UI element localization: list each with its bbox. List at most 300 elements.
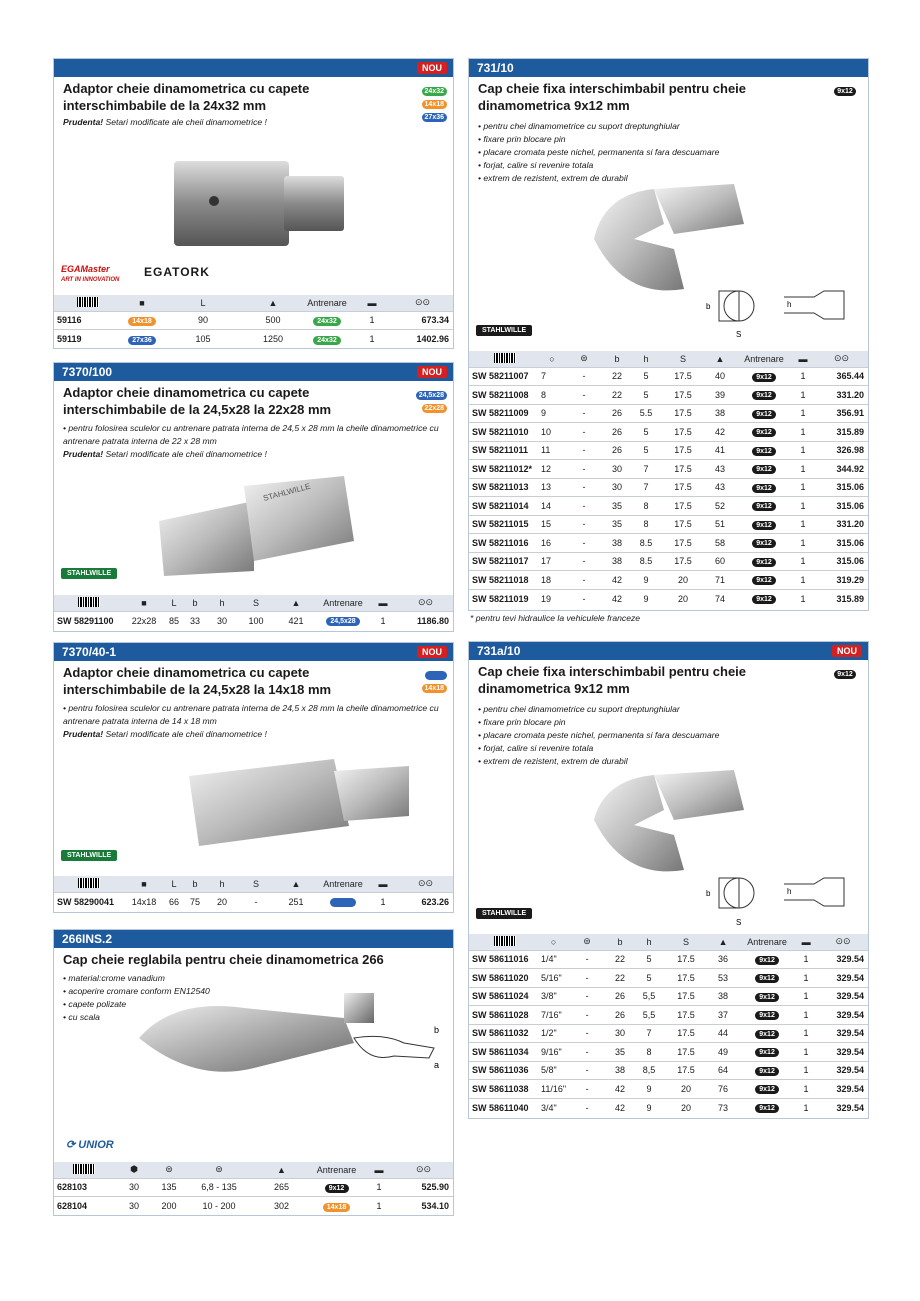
- table-cell: -: [563, 552, 605, 571]
- table-cell: 5: [629, 386, 663, 405]
- table-cell: 9x12: [737, 515, 791, 534]
- table-cell: -: [566, 1043, 608, 1062]
- product-table: [54, 595, 453, 630]
- product-title: Adaptor cheie dinamometrica cu capete interschimbabile de la 24x32 mm: [63, 81, 310, 113]
- table-cell: -: [563, 571, 605, 590]
- egatork-logo: EGATORK: [144, 265, 210, 279]
- table-cell: 5/8": [541, 1061, 566, 1080]
- card-header: 731a/10 NOU: [469, 642, 868, 660]
- table-cell: 19: [541, 589, 563, 608]
- table-cell: 71: [703, 571, 737, 590]
- table-row: SW 58291100 22x28 85 33 30 100 421 24,5x28 1 1186.80: [54, 611, 453, 630]
- col-header: Antrenare: [309, 1162, 364, 1178]
- table-cell: 40: [703, 367, 737, 386]
- table-cell: 39: [703, 386, 737, 405]
- pack-icon: ▬: [368, 876, 398, 892]
- table-cell: 13: [541, 478, 563, 497]
- table-cell: 1: [791, 460, 815, 479]
- table-cell: -: [563, 367, 605, 386]
- table-cell: 22: [605, 386, 629, 405]
- table-cell: 9x12: [740, 969, 794, 988]
- table-cell: 8: [629, 515, 663, 534]
- adaptor-image: [154, 471, 364, 581]
- ring-icon: ○: [541, 351, 563, 367]
- table-cell: 3/8": [541, 987, 566, 1006]
- table-cell: SW 58611028: [469, 1006, 541, 1025]
- product-card-731-10: [468, 58, 869, 611]
- table-cell: 9x12: [740, 1080, 794, 1099]
- table-cell: SW 58611036: [469, 1061, 541, 1080]
- table-cell: 22: [608, 950, 632, 969]
- table-cell: 43: [703, 478, 737, 497]
- price-icon: ⊙⊙: [815, 351, 868, 367]
- pack-icon: ▬: [364, 1162, 394, 1178]
- stahlwille-logo: STAHLWILLE: [476, 324, 532, 334]
- svg-text:h: h: [787, 300, 792, 309]
- table-cell: SW 58211008: [469, 386, 541, 405]
- table-cell: 17.5: [666, 1024, 706, 1043]
- weight-icon: ▲: [274, 876, 318, 892]
- weight-icon: ▲: [706, 934, 740, 950]
- table-cell: 329.54: [818, 1043, 868, 1062]
- table-row: [469, 1043, 868, 1062]
- product-title: Cap cheie fixa interschimbabil pentru cheie dinamometrica 9x12 mm: [478, 664, 747, 696]
- square-drive-icon: ■: [124, 595, 164, 611]
- price-icon: ⊙⊙: [398, 595, 453, 611]
- table-cell: 1: [791, 441, 815, 460]
- table-row: [469, 552, 868, 571]
- adaptor-image: [169, 151, 349, 251]
- table-cell: 5: [629, 441, 663, 460]
- col-header: S: [238, 595, 274, 611]
- table-cell: 64: [706, 1061, 740, 1080]
- table-cell: 43: [703, 460, 737, 479]
- table-cell: 1: [794, 969, 818, 988]
- table-cell: 9x12: [740, 1043, 794, 1062]
- product-description: • pentru folosirea sculelor cu antrenare patrata interna de 24,5 x 28 mm la cheile dinamometrice cu antrenare patrata interna de 22 x 28 mm: [63, 423, 439, 446]
- table-cell: 5,5: [632, 1006, 666, 1025]
- table-cell: 35: [608, 1043, 632, 1062]
- table-cell: 51: [703, 515, 737, 534]
- table-cell: 1: [791, 404, 815, 423]
- table-row: [469, 1098, 868, 1117]
- col-header: b: [184, 595, 206, 611]
- table-row: 59116 14x18 90 500 24x32 1 673.34: [54, 311, 453, 330]
- table-cell: 9: [541, 404, 563, 423]
- product-table: [54, 1162, 453, 1215]
- table-cell: 42: [608, 1098, 632, 1117]
- table-cell: 18: [541, 571, 563, 590]
- col-header: b: [605, 351, 629, 367]
- table-cell: 7: [629, 460, 663, 479]
- table-cell: 9x12: [737, 441, 791, 460]
- table-cell: 326.98: [815, 441, 868, 460]
- table-cell: 9x12: [740, 1098, 794, 1117]
- barcode-icon: [78, 597, 100, 607]
- table-cell: 9x12: [740, 1061, 794, 1080]
- col-header: b: [608, 934, 632, 950]
- table-cell: 5: [629, 367, 663, 386]
- table-cell: 9x12: [740, 950, 794, 969]
- table-cell: SW 58611020: [469, 969, 541, 988]
- barcode-icon: [494, 936, 516, 946]
- table-cell: 9x12: [737, 478, 791, 497]
- col-header: S: [663, 351, 703, 367]
- table-cell: -: [563, 441, 605, 460]
- product-description: • pentru chei dinamometrice cu suport dreptunghiular • fixare prin blocare pin • placare cromata peste nichel, permanenta si fara descuamare • forjat, calire si revenire totala • extrem de rezistent, extrem de durabil: [478, 121, 720, 183]
- table-cell: 10: [541, 423, 563, 442]
- warning-note: Prudenta! Setari modificate ale cheii dinamometrice !: [63, 729, 267, 739]
- col-header: h: [632, 934, 666, 950]
- table-cell: -: [563, 534, 605, 553]
- hex-icon: ⬢: [114, 1162, 154, 1178]
- weight-icon: ▲: [244, 295, 302, 311]
- table-cell: 12: [541, 460, 563, 479]
- svg-text:h: h: [787, 887, 792, 896]
- new-badge: NOU: [417, 646, 447, 658]
- table-cell: 8: [629, 497, 663, 516]
- col-header: Antrenare: [737, 351, 791, 367]
- col-header: h: [629, 351, 663, 367]
- table-row: [469, 460, 868, 479]
- table-cell: 315.89: [815, 589, 868, 608]
- table-cell: 17.5: [663, 386, 703, 405]
- table-cell: 1: [791, 552, 815, 571]
- table-cell: 22: [608, 969, 632, 988]
- opening-icon: ⊜: [566, 934, 608, 950]
- table-cell: SW 58211009: [469, 404, 541, 423]
- table-cell: 35: [605, 497, 629, 516]
- table-cell: 9x12: [737, 423, 791, 442]
- table-cell: 315.06: [815, 534, 868, 553]
- stahlwille-logo: STAHLWILLE: [61, 849, 117, 859]
- table-cell: 17: [541, 552, 563, 571]
- product-description: • pentru chei dinamometrice cu suport dreptunghiular • fixare prin blocare pin • placare cromata peste nichel, permanenta si fara descuamare • forjat, calire si revenire totala • extrem de rezistent, extrem de durabil: [478, 704, 720, 766]
- table-cell: 1: [794, 1043, 818, 1062]
- new-badge: NOU: [832, 645, 862, 657]
- weight-icon: ▲: [254, 1162, 309, 1178]
- table-cell: 329.54: [818, 1061, 868, 1080]
- table-cell: -: [563, 497, 605, 516]
- table-cell: 17.5: [663, 497, 703, 516]
- svg-text:a: a: [434, 1060, 440, 1070]
- table-cell: 42: [605, 571, 629, 590]
- adjustable-wrench-image: [134, 988, 454, 1088]
- stahlwille-logo: STAHLWILLE: [61, 567, 117, 577]
- table-cell: 44: [706, 1024, 740, 1043]
- price-icon: ⊙⊙: [818, 934, 868, 950]
- table-cell: 26: [605, 441, 629, 460]
- table-cell: 17.5: [663, 460, 703, 479]
- table-cell: 8.5: [629, 534, 663, 553]
- table-row: [469, 987, 868, 1006]
- table-cell: -: [566, 1080, 608, 1099]
- table-cell: 20: [663, 589, 703, 608]
- svg-text:b: b: [706, 302, 711, 311]
- table-cell: 17.5: [666, 1061, 706, 1080]
- table-row: 59119 27x36 105 1250 24x32 1 1402.96: [54, 330, 453, 349]
- table-cell: 9x12: [737, 386, 791, 405]
- table-cell: 38: [605, 552, 629, 571]
- price-icon: ⊙⊙: [392, 295, 453, 311]
- table-row: [469, 367, 868, 386]
- table-cell: 38: [608, 1061, 632, 1080]
- barcode-icon: [78, 878, 100, 888]
- table-row: [469, 1006, 868, 1025]
- table-cell: 1: [791, 478, 815, 497]
- table-cell: 17.5: [663, 423, 703, 442]
- footnote: * pentru tevi hidraulice la vehiculele franceze: [470, 613, 641, 623]
- table-cell: 9x12: [740, 987, 794, 1006]
- table-row: [469, 423, 868, 442]
- table-cell: 1/4": [541, 950, 566, 969]
- table-cell: 7: [629, 478, 663, 497]
- table-cell: SW 58611034: [469, 1043, 541, 1062]
- table-cell: SW 58611038: [469, 1080, 541, 1099]
- col-header: Antrenare: [302, 295, 352, 311]
- table-cell: 7: [632, 1024, 666, 1043]
- table-cell: 42: [605, 589, 629, 608]
- table-cell: 1: [794, 1006, 818, 1025]
- table-cell: 344.92: [815, 460, 868, 479]
- table-cell: -: [563, 478, 605, 497]
- table-cell: 5/16": [541, 969, 566, 988]
- size-badge: [425, 671, 447, 680]
- product-title: Cap cheie reglabila pentru cheie dinamometrica 266: [63, 952, 384, 967]
- table-cell: 8.5: [629, 552, 663, 571]
- table-cell: 1: [791, 589, 815, 608]
- table-cell: 9x12: [737, 552, 791, 571]
- table-cell: 36: [706, 950, 740, 969]
- table-cell: 1: [794, 1080, 818, 1099]
- table-cell: 1: [791, 497, 815, 516]
- svg-text:b: b: [706, 889, 711, 898]
- table-cell: 9x12: [737, 404, 791, 423]
- table-row: [469, 386, 868, 405]
- table-cell: 60: [703, 552, 737, 571]
- table-cell: 319.29: [815, 571, 868, 590]
- table-cell: 35: [605, 515, 629, 534]
- table-cell: 1/2": [541, 1024, 566, 1043]
- table-cell: 26: [605, 404, 629, 423]
- table-cell: 17.5: [663, 404, 703, 423]
- table-cell: 26: [605, 423, 629, 442]
- table-cell: SW 58611016: [469, 950, 541, 969]
- table-cell: 1: [794, 987, 818, 1006]
- table-cell: 5: [629, 423, 663, 442]
- table-cell: 315.06: [815, 478, 868, 497]
- new-badge: NOU: [417, 62, 447, 74]
- table-cell: 53: [706, 969, 740, 988]
- table-cell: 9x12: [737, 571, 791, 590]
- table-cell: 30: [608, 1024, 632, 1043]
- size-badge: 9x12: [834, 670, 856, 679]
- pack-icon: ▬: [794, 934, 818, 950]
- table-row: SW 58290041 14x18 66 75 20 - 251 1 623.26: [54, 892, 453, 911]
- table-cell: 329.54: [818, 1024, 868, 1043]
- col-header: L: [164, 876, 184, 892]
- table-cell: 5: [632, 969, 666, 988]
- table-cell: SW 58211015: [469, 515, 541, 534]
- table-cell: 41: [703, 441, 737, 460]
- product-title: Adaptor cheie dinamometrica cu capete interschimbabile de la 24,5x28 la 14x18 mm: [63, 665, 332, 697]
- table-cell: 42: [703, 423, 737, 442]
- table-cell: -: [566, 1061, 608, 1080]
- table-cell: 365.44: [815, 367, 868, 386]
- table-cell: 329.54: [818, 950, 868, 969]
- col-header: S: [238, 876, 274, 892]
- weight-icon: ▲: [274, 595, 318, 611]
- size-badge: 24x32: [422, 87, 447, 96]
- table-row: [469, 515, 868, 534]
- square-drive-icon: ■: [122, 295, 162, 311]
- col-header: Antrenare: [740, 934, 794, 950]
- table-cell: 17.5: [663, 367, 703, 386]
- table-cell: -: [563, 386, 605, 405]
- table-row: [469, 950, 868, 969]
- table-cell: 22: [605, 367, 629, 386]
- size-badge: 14x18: [422, 100, 447, 109]
- table-cell: -: [566, 969, 608, 988]
- unior-logo: ⟳ UNIOR: [66, 1139, 114, 1151]
- table-row: [469, 441, 868, 460]
- table-cell: 9x12: [740, 1006, 794, 1025]
- table-row: 628104 30 200 10 - 200 302 14x18 1 534.10: [54, 1197, 453, 1216]
- table-cell: 9x12: [737, 534, 791, 553]
- table-cell: 5: [632, 950, 666, 969]
- table-cell: SW 58211013: [469, 478, 541, 497]
- table-cell: -: [563, 589, 605, 608]
- svg-text:S: S: [736, 918, 742, 927]
- table-cell: 20: [666, 1080, 706, 1099]
- product-card-59116: [53, 58, 454, 349]
- product-card-266ins2: [53, 929, 454, 1216]
- table-cell: SW 58211017: [469, 552, 541, 571]
- table-cell: 17.5: [666, 987, 706, 1006]
- svg-text:STAHLWILLE: STAHLWILLE: [262, 481, 312, 503]
- table-cell: 26: [608, 987, 632, 1006]
- square-drive-icon: ■: [124, 876, 164, 892]
- price-icon: ⊙⊙: [398, 876, 453, 892]
- table-cell: 17.5: [666, 950, 706, 969]
- table-cell: 73: [706, 1098, 740, 1117]
- table-cell: 8,5: [632, 1061, 666, 1080]
- table-row: [469, 1061, 868, 1080]
- table-cell: 37: [706, 1006, 740, 1025]
- table-cell: 9: [632, 1098, 666, 1117]
- col-header: Antrenare: [318, 876, 368, 892]
- table-cell: 331.20: [815, 386, 868, 405]
- table-cell: SW 58211010: [469, 423, 541, 442]
- table-row: [469, 478, 868, 497]
- table-row: [469, 969, 868, 988]
- col-header: h: [206, 595, 238, 611]
- table-cell: SW 58611032: [469, 1024, 541, 1043]
- table-cell: 9x12: [737, 497, 791, 516]
- table-cell: 76: [706, 1080, 740, 1099]
- table-cell: -: [563, 460, 605, 479]
- table-row: [469, 1024, 868, 1043]
- product-table: [469, 351, 868, 608]
- table-cell: 329.54: [818, 987, 868, 1006]
- table-row: [469, 1080, 868, 1099]
- table-cell: 3/4": [541, 1098, 566, 1117]
- table-cell: -: [566, 1024, 608, 1043]
- size-badge: 24,5x28: [416, 391, 447, 400]
- table-row: [469, 404, 868, 423]
- table-cell: 17.5: [663, 515, 703, 534]
- table-cell: 30: [605, 460, 629, 479]
- barcode-icon: [494, 353, 516, 363]
- table-cell: -: [566, 1098, 608, 1117]
- table-cell: 1: [794, 950, 818, 969]
- col-header: b: [184, 876, 206, 892]
- table-cell: 15: [541, 515, 563, 534]
- table-cell: SW 58611024: [469, 987, 541, 1006]
- table-cell: 1: [791, 367, 815, 386]
- table-cell: 17.5: [666, 1006, 706, 1025]
- table-cell: 38: [605, 534, 629, 553]
- table-cell: 315.06: [815, 497, 868, 516]
- table-cell: -: [566, 987, 608, 1006]
- opening-icon: ⊜: [563, 351, 605, 367]
- table-cell: SW 58211014: [469, 497, 541, 516]
- table-cell: 329.54: [818, 1098, 868, 1117]
- table-cell: 7/16": [541, 1006, 566, 1025]
- table-cell: 17.5: [663, 441, 703, 460]
- table-cell: 20: [663, 571, 703, 590]
- size-badge: 14x18: [422, 684, 447, 693]
- table-cell: 49: [706, 1043, 740, 1062]
- card-header: 7370/40-1 NOU: [54, 643, 453, 661]
- table-cell: 9: [629, 571, 663, 590]
- card-header: 7370/100 NOU: [54, 363, 453, 381]
- table-cell: 9x12: [737, 367, 791, 386]
- ring-icon: ○: [541, 934, 566, 950]
- table-row: [469, 534, 868, 553]
- col-header: S: [666, 934, 706, 950]
- table-cell: 17.5: [666, 969, 706, 988]
- table-cell: 9/16": [541, 1043, 566, 1062]
- table-cell: 17.5: [663, 552, 703, 571]
- table-cell: 1: [791, 534, 815, 553]
- table-cell: 30: [605, 478, 629, 497]
- product-title: Cap cheie fixa interschimbabil pentru cheie dinamometrica 9x12 mm: [478, 81, 747, 113]
- warning-note: Prudenta! Setari modificate ale cheii dinamometrice !: [63, 117, 267, 127]
- pack-icon: ▬: [368, 595, 398, 611]
- table-cell: 5.5: [629, 404, 663, 423]
- table-cell: 26: [608, 1006, 632, 1025]
- barcode-icon: [73, 1164, 95, 1174]
- pack-icon: ▬: [791, 351, 815, 367]
- col-header: Antrenare: [318, 595, 368, 611]
- table-cell: SW 58211011: [469, 441, 541, 460]
- table-cell: 9x12: [737, 589, 791, 608]
- table-cell: 58: [703, 534, 737, 553]
- weight-icon: ▲: [703, 351, 737, 367]
- table-cell: 9: [632, 1080, 666, 1099]
- table-cell: 315.06: [815, 552, 868, 571]
- table-cell: 14: [541, 497, 563, 516]
- col-header: L: [164, 595, 184, 611]
- table-cell: 329.54: [818, 1080, 868, 1099]
- price-icon: ⊙⊙: [394, 1162, 453, 1178]
- table-row: 628103 30 135 6,8 - 135 265 9x12 1 525.90: [54, 1178, 453, 1197]
- table-cell: 356.91: [815, 404, 868, 423]
- table-cell: -: [566, 1006, 608, 1025]
- table-cell: -: [563, 515, 605, 534]
- table-cell: 9x12: [737, 460, 791, 479]
